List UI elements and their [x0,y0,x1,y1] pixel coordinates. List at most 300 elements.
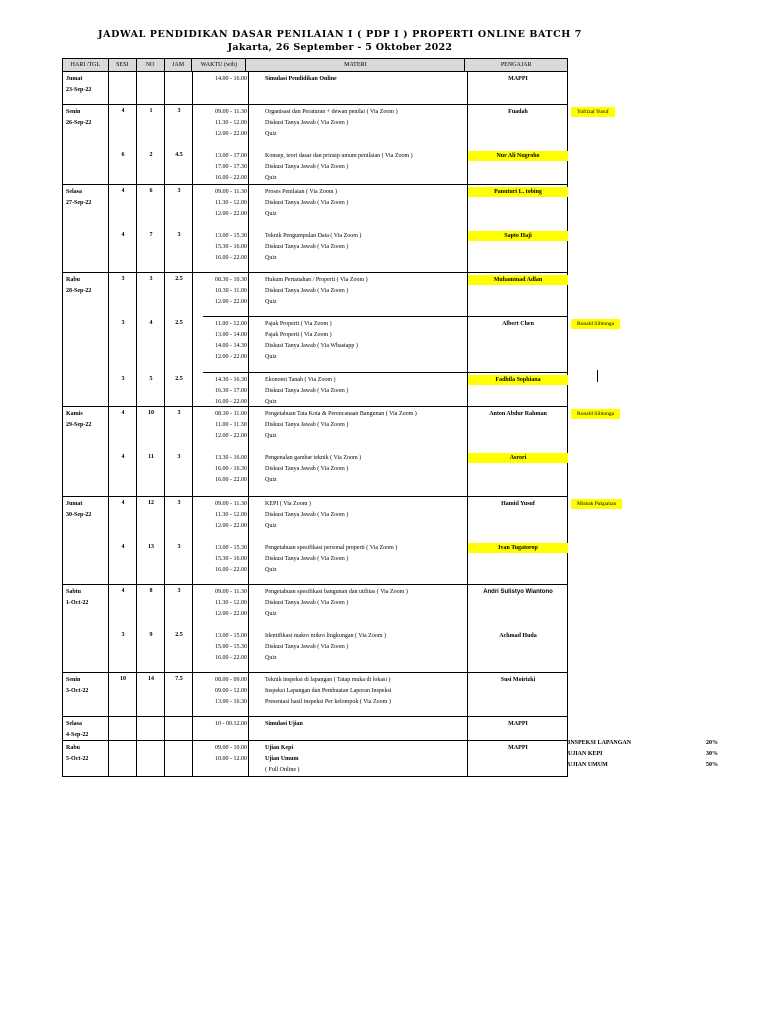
instructor-name: Muhammad Adlan [468,275,568,285]
day-label [66,275,91,297]
session-no: 11 [148,454,154,460]
schedule-line [203,74,337,85]
time-range: 11.30 - 12.00 [215,600,247,606]
schedule-line [203,554,348,565]
session-no: 3 [149,276,153,282]
instructor-name: Fadhila Sophiana [468,375,568,385]
column-divider [136,741,137,776]
column-divider [192,585,193,672]
materi-text: Diskusi Tanya Jawab ( Via Zoom ) [265,512,349,518]
instructor-name: Nur Ali Nugroho [468,151,568,161]
column-divider [108,105,109,184]
schedule-line [203,341,358,352]
weight-row [568,749,718,760]
schedule-line [203,253,277,264]
session-sesi: 4 [121,232,125,238]
time-range: 17.00 - 17.30 [215,164,247,170]
materi-text: Pengetahuan Tata Kota & Perencanaan Bangunan ( Via Zoom ) [265,411,417,417]
schedule-line [203,686,391,697]
materi-text: Proses Penilaian ( Via Zoom ) [265,189,338,195]
materi-text: Quiz [265,433,277,439]
day-block [62,72,568,105]
column-divider [467,585,468,672]
session-sesi: 3 [121,632,125,638]
materi-text: Diskusi Tanya Jawab ( Via Zoom ) [265,466,349,472]
day-label [66,675,88,697]
materi-text: Simulasi Ujian [265,721,303,727]
instructor-name: Fuadah [508,109,528,115]
schedule-line [203,453,361,464]
time-range: 16.30 - 17.00 [215,388,247,394]
time-range: 16.00 - 22.00 [215,655,247,661]
materi-text: Quiz [265,567,277,573]
materi-text: Quiz [265,354,277,360]
instructor-name: MAPPI [508,721,528,727]
schedule-line [203,386,348,397]
schedule-line [203,642,348,653]
materi-text: Quiz [265,523,277,529]
instructor-name: Ivan Tugatorop [468,543,568,553]
time-range: 12.00 - 22.00 [215,433,247,439]
materi-text: Hukum Pertanahan / Properti ( Via Zoom ) [265,277,368,283]
instructor-name: Sapto Haji [468,231,568,241]
materi-text: Diskusi Tanya Jawab ( Via Zoom ) [265,244,349,250]
column-divider [136,585,137,672]
time-range: 12.00 - 22.00 [215,611,247,617]
time-range: 12.00 - 22.00 [215,523,247,529]
schedule-line [203,631,386,642]
schedule-line [203,475,277,486]
column-divider [108,497,109,584]
column-divider [136,497,137,584]
instructor-name: Susi Moirizki [500,677,536,683]
day-date: 26-Sep-22 [66,120,92,126]
schedule-line [203,754,299,765]
session-jam: 3 [177,454,181,460]
schedule-line [203,330,332,341]
day-label [66,187,91,209]
header-sesi: SESI [109,59,137,71]
session-sesi: 4 [121,410,125,416]
time-range: 09.00 - 11.30 [215,189,247,195]
materi-text: Quiz [265,255,277,261]
session-jam: 2.5 [175,320,183,326]
column-divider [136,273,137,406]
schedule-line [203,409,417,420]
instructor-name: Albert Chen [502,321,534,327]
materi-text: Diskusi Tanya Jawab ( Via Zoom ) [265,422,349,428]
day-date: 5-Oct-22 [66,756,89,762]
column-divider [192,273,193,406]
column-divider [164,273,165,406]
materi-text: Diskusi Tanya Jawab ( Via Zoom ) [265,120,349,126]
materi-text: Identifikasi makro mikro lingkungan ( Via Zoom ) [265,633,387,639]
time-range: 13.00 - 16.30 [215,699,247,705]
session-sesi: 4 [121,544,125,550]
column-divider [108,585,109,672]
time-range: 10.30 - 11.00 [215,288,247,294]
schedule-line [203,352,277,363]
materi-text: Diskusi Tanya Jawab ( Via Whastapp ) [265,343,358,349]
day-date: 3-Oct-22 [66,688,89,694]
materi-text: Ujian Kepi [265,745,294,751]
session-sesi: 4 [121,188,125,194]
session-jam: 2.5 [175,632,183,638]
time-range: 14.30 - 16.30 [215,377,247,383]
day-date: 23-Sep-22 [66,87,92,93]
session-sesi: 4 [121,454,125,460]
day-date: 27-Sep-22 [66,200,92,206]
day-date: 30-Sep-22 [66,512,92,518]
session-no: 2 [149,152,153,158]
time-range: 13.00 - 15.30 [215,233,247,239]
session-no: 1 [149,108,153,114]
schedule-line [203,151,413,162]
materi-text: Quiz [265,477,277,483]
time-range: 11.00 - 12.00 [215,321,247,327]
session-no: 12 [148,500,154,506]
materi-text: Ujian Umum [265,756,299,762]
schedule-line [203,598,348,609]
header-no: NO [137,59,165,71]
schedule-line [203,173,277,184]
time-range: 15.00 - 15.30 [215,644,247,650]
column-divider [192,185,193,272]
weight-value: 30% [706,751,718,757]
day-block [62,273,615,407]
column-divider [108,717,109,740]
column-divider [136,105,137,184]
time-range: 13.00 - 15.00 [215,633,247,639]
time-range: 10 - 00.12.00 [215,721,247,727]
day-date: 4-Sep-22 [66,732,89,738]
weight-label: INSPEKSI LAPANGAN [568,740,632,746]
schedule-line [203,242,348,253]
column-divider [192,72,193,104]
materi-text: Diskusi Tanya Jawab ( Via Zoom ) [265,600,349,606]
session-jam: 2.5 [175,276,183,282]
time-range: 15.30 - 16.00 [215,556,247,562]
schedule-line [203,765,300,776]
day-block [62,185,568,273]
materi-text: Pajak Properti ( Via Zoom ) [265,332,332,338]
schedule-line [203,431,277,442]
column-divider [108,407,109,496]
instructor-name: Andri Sulistyo Wiantono [483,589,553,595]
instructor-name: MAPPI [508,76,528,82]
day-date: 29-Sep-22 [66,422,92,428]
materi-text: Quiz [265,611,277,617]
assistant-name: Mishak Pakpahan [571,499,622,509]
session-jam: 3 [177,188,181,194]
instructor-name: Achmad Huda [499,633,537,639]
time-range: 12.00 - 22.00 [215,131,247,137]
column-divider [136,717,137,740]
materi-text: KEPI ( Via Zoom ) [265,501,311,507]
time-range: 13.00 - 15.30 [215,545,247,551]
time-range: 11.00 - 11.30 [215,422,247,428]
table-header [62,58,568,72]
day-name: Rabu [66,277,81,283]
session-no: 4 [149,320,153,326]
assistant-name: Yufrizal Yusuf [571,107,615,117]
schedule-line [203,286,348,297]
session-no: 5 [149,376,153,382]
schedule-line [203,521,277,532]
schedule-line [203,464,348,475]
session-no: 10 [148,410,154,416]
text-cursor-mark [597,370,598,382]
day-block [62,673,568,717]
materi-text: Quiz [265,655,277,661]
column-divider [467,273,468,406]
time-range: 10.00 - 12.00 [215,756,247,762]
header-waktu: WAKTU (wib) [192,59,246,71]
schedule-line [203,653,277,664]
instructor-name: Anton Abdur Rahman [489,411,547,417]
session-sesi: 4 [121,108,125,114]
day-block [62,717,568,741]
time-range: 13.00 - 14.00 [215,332,247,338]
materi-text: Quiz [265,131,277,137]
day-block [62,741,568,777]
time-range: 12.00 - 22.00 [215,211,247,217]
session-separator [203,372,567,373]
day-block [62,407,615,497]
session-no: 13 [148,544,154,550]
header-pengajar: PENGAJAR [500,62,532,68]
materi-text: Teknik inspeksi di lapangan ( Tatap muka di lokasi ) [265,677,391,683]
materi-text: Quiz [265,299,277,305]
materi-text: Diskusi Tanya Jawab ( Via Zoom ) [265,644,349,650]
time-range: 16.00 - 22.00 [215,477,247,483]
time-range: 13.30 - 16.00 [215,455,247,461]
day-name: Jumat [66,501,83,507]
document-title: JADWAL PENDIDIKAN DASAR PENILAIAN I ( PDP I ) PROPERTI ONLINE BATCH 7 [98,29,582,40]
session-separator [203,316,567,317]
column-divider [108,273,109,406]
day-label [66,499,91,521]
session-sesi: 4 [121,500,125,506]
instructor-name: Asrori [468,453,568,463]
instructor-name: Panuturi L. tobing [468,187,568,197]
grade-weights [568,738,718,771]
session-sesi: 3 [121,376,125,382]
day-name: Rabu [66,745,81,751]
day-name: Kamis [66,411,83,417]
session-jam: 3 [177,410,181,416]
schedule-line [203,420,348,431]
schedule-line [203,675,391,686]
session-no: 14 [148,676,154,682]
time-range: 09.00 - 11.30 [215,501,247,507]
day-label [66,409,91,431]
day-block [62,105,609,185]
time-range: 08.30 - 10.30 [215,277,247,283]
time-range: 08.30 - 11.00 [215,411,247,417]
materi-text: Diskusi Tanya Jawab ( Via Zoom ) [265,200,349,206]
day-name: Senin [66,109,81,115]
time-range: 16.00 - 16.30 [215,466,247,472]
column-divider [136,407,137,496]
time-range: 08.00 - 09.00 [215,677,247,683]
session-sesi: 4 [121,588,125,594]
column-divider [467,407,468,496]
column-divider [164,72,165,104]
column-divider [164,741,165,776]
time-range: 15.30 - 16.00 [215,244,247,250]
time-range: 09.00 - 10.00 [215,745,247,751]
materi-text: Diskusi Tanya Jawab ( Via Zoom ) [265,556,349,562]
instructor-name: Hamid Yusuf [501,501,535,507]
column-divider [164,105,165,184]
day-label [66,743,88,765]
materi-text: Simulasi Pendidikan Online [265,76,337,82]
column-divider [467,185,468,272]
schedule-line [203,743,293,754]
weight-value: 20% [706,740,718,746]
day-name: Selasa [66,721,83,727]
column-divider [192,741,193,776]
session-sesi: 10 [120,676,126,682]
time-range: 09.00 - 11.30 [215,109,247,115]
time-range: 11.30 - 12.00 [215,200,247,206]
column-divider [164,407,165,496]
weight-label: UJIAN KEPI [568,751,603,757]
column-divider [108,72,109,104]
session-jam: 4.5 [175,152,183,158]
time-range: 12.00 - 22.00 [215,354,247,360]
schedule-line [203,587,408,598]
schedule-line [203,231,361,242]
materi-text: Pengetahuan spesifikasi bangunan dan utilitas ( Via Zoom ) [265,589,408,595]
time-range: 14.00 - 16.00 [215,76,247,82]
column-divider [164,585,165,672]
day-name: Selasa [66,189,83,195]
session-jam: 3 [177,232,181,238]
instructor-name: MAPPI [508,745,528,751]
weight-row [568,738,718,749]
session-no: 9 [149,632,153,638]
column-divider [192,105,193,184]
column-divider [136,72,137,104]
schedule-line [203,319,332,330]
schedule-line [203,510,348,521]
session-jam: 3 [177,500,181,506]
day-label [66,74,91,96]
day-name: Senin [66,677,81,683]
column-divider [192,497,193,584]
day-label [66,107,91,129]
column-divider [192,407,193,496]
materi-text: Diskusi Tanya Jawab ( Via Zoom ) [265,164,349,170]
column-divider [192,717,193,740]
day-label [66,587,88,609]
session-jam: 3 [177,544,181,550]
weight-row [568,760,718,771]
column-divider [108,741,109,776]
materi-text: Pengenalan gambar teknik ( Via Zoom ) [265,455,362,461]
time-range: 12.00 - 22.00 [215,299,247,305]
day-name: Jumat [66,76,83,82]
weight-value: 50% [706,762,718,768]
schedule-line [203,209,277,220]
session-jam: 7.5 [175,676,183,682]
materi-text: Organisasi dan Peraturan + dewan penilai ( Via Zoom ) [265,109,398,115]
time-range: 11.30 - 12.00 [215,120,247,126]
materi-text: Inspeksi Lapangan dan Pembuatan Laporan Inspeksi [265,688,392,694]
session-no: 8 [149,588,153,594]
schedule-table [62,58,617,777]
session-no: 7 [149,232,153,238]
session-jam: 2.5 [175,376,183,382]
schedule-line [203,118,348,129]
schedule-line [203,697,391,708]
assistant-name: Ronald Silitonga [571,319,620,329]
schedule-line [203,719,303,730]
column-divider [164,497,165,584]
header-jam: JAM [165,59,193,71]
session-jam: 3 [177,108,181,114]
schedule-line [203,375,336,386]
schedule-line [203,275,368,286]
time-range: 16.00 - 22.00 [215,567,247,573]
materi-text: Teknik Pengumpulan Data ( Via Zoom ) [265,233,362,239]
schedule-line [203,198,348,209]
session-sesi: 3 [121,276,125,282]
day-block [62,585,568,673]
column-divider [164,185,165,272]
materi-text: Quiz [265,399,277,405]
document-subtitle: Jakarta, 26 September - 5 Oktober 2022 [227,42,453,53]
day-name: Sabtu [66,589,82,595]
column-divider [467,497,468,584]
materi-text: Pengetahuan spesifikasi personal properti ( Via Zoom ) [265,545,398,551]
materi-text: Quiz [265,175,277,181]
header-hari: HARI /TGL [63,59,109,71]
materi-text: Presentasi hasil inspeksi Per kelompok ( Via Zoom ) [265,699,391,705]
schedule-line [203,543,397,554]
schedule-line [203,162,348,173]
schedule-line [203,499,311,510]
materi-text: Konsep, teori dasar dan prinsip umum penilaian ( Via Zoom ) [265,153,413,159]
schedule-body [62,72,617,777]
materi-text: Diskusi Tanya Jawab ( Via Zoom ) [265,288,349,294]
column-divider [108,185,109,272]
column-divider [136,185,137,272]
session-sesi: 6 [121,152,125,158]
day-date: 28-Sep-22 [66,288,92,294]
day-label [66,719,88,741]
materi-text: ( Full Online ) [265,767,300,773]
materi-text: Ekonomi Tanah ( Via Zoom ) [265,377,336,383]
column-divider [164,717,165,740]
time-range: 11.30 - 12.00 [215,512,247,518]
assistant-name: Ronald Silitonga [571,409,620,419]
materi-text: Pajak Properti ( Via Zoom ) [265,321,332,327]
day-block [62,497,617,585]
time-range: 16.00 - 22.00 [215,175,247,181]
schedule-line [203,297,277,308]
schedule-line [203,609,277,620]
schedule-line [203,187,337,198]
time-range: 13.00 - 17.00 [215,153,247,159]
session-jam: 3 [177,588,181,594]
schedule-line [203,107,398,118]
time-range: 16.00 - 22.00 [215,399,247,405]
weight-label: UJIAN UMUM [568,762,608,768]
time-range: 14.00 - 14.30 [215,343,247,349]
